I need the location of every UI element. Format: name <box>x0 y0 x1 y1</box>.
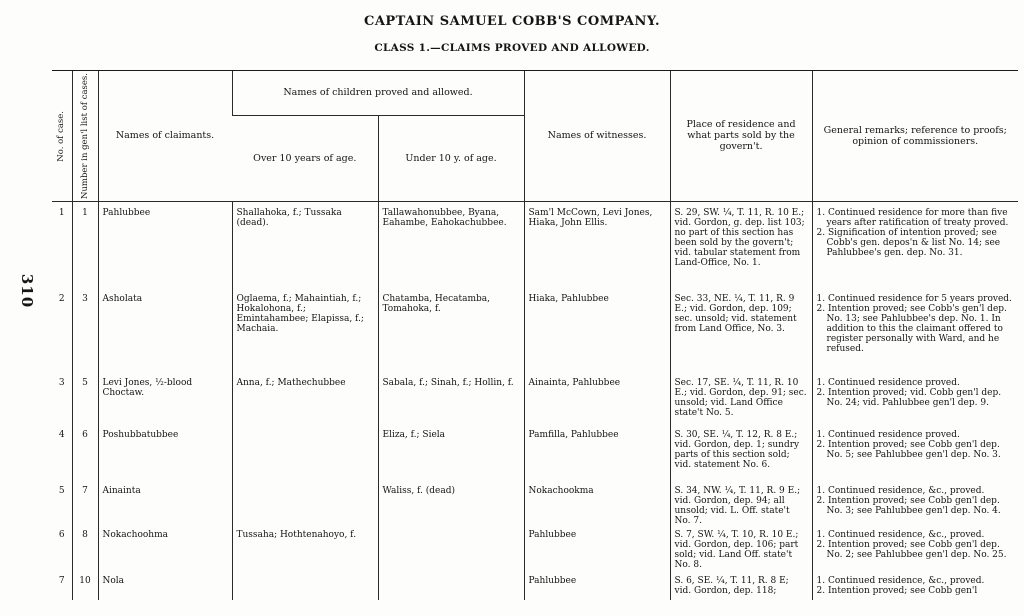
case-number: 5 <box>58 485 65 496</box>
table-row <box>52 292 1018 376</box>
remark-line: 1. Continued residence, &c., proved. <box>816 529 985 540</box>
remark-line: 1. Continued residence, &c., proved. <box>816 575 985 586</box>
general-remarks <box>812 292 1018 376</box>
header-residence: Place of residence and what parts sold by the govern't. <box>670 71 812 202</box>
children-over-10 <box>232 428 378 484</box>
residence-details: S. 6, SE. ¼, T. 11, R. 8 E; vid. Gordon, dep. 118; <box>670 574 812 600</box>
header-children-group: Names of children proved and allowed. <box>232 71 524 116</box>
children-under-10: Eliza, f.; Siela <box>378 428 524 484</box>
page-subtitle: CLASS 1.—CLAIMS PROVED AND ALLOWED. <box>374 42 650 54</box>
remark-line: 2. Intention proved; vid. Cobb gen'l dep. No. 24; vid. Pahlubbee gen'l dep. 9. <box>816 387 1002 408</box>
claims-table <box>52 70 1018 600</box>
gen-list-number: 3 <box>72 292 98 376</box>
remark-line: 1. Continued residence proved. <box>816 377 960 388</box>
children-under-10 <box>378 574 524 600</box>
table-row <box>52 574 1018 600</box>
remark-line: 2. Intention proved; see Cobb gen'l dep. No. 3; see Pahlubbee gen'l dep. No. 4. <box>816 495 1001 516</box>
gen-list-number: 5 <box>72 376 98 428</box>
gen-list-number: 8 <box>72 528 98 574</box>
remark-line: 1. Continued residence proved. <box>816 429 960 440</box>
children-over-10 <box>232 574 378 600</box>
remark-line: 2. Intention proved; see Cobb gen'l <box>816 585 978 596</box>
claimant-name: Nola <box>98 574 232 600</box>
remark-line: 1. Continued residence, &c., proved. <box>816 485 985 496</box>
general-remarks <box>812 528 1018 574</box>
header-case-no: No. of case. <box>52 71 72 202</box>
children-under-10: Tallawahonubbee, Byana, Eahambe, Eahokachubbee. <box>378 206 524 292</box>
gen-list-number: 10 <box>72 574 98 600</box>
header-witnesses: Names of witnesses. <box>524 71 670 202</box>
header-remarks: General remarks; reference to proofs; opinion of commissioners. <box>812 71 1018 202</box>
witness-names: Ainainta, Pahlubbee <box>524 376 670 428</box>
claimant-name: Ainainta <box>98 484 232 528</box>
children-over-10 <box>232 484 378 528</box>
gen-list-number: 7 <box>72 484 98 528</box>
table-row <box>52 484 1018 528</box>
claimant-name: Poshubbatubbee <box>98 428 232 484</box>
children-over-10: Shallahoka, f.; Tussaka (dead). <box>232 206 378 292</box>
witness-names: Pamfilla, Pahlubbee <box>524 428 670 484</box>
general-remarks <box>812 428 1018 484</box>
residence-details: S. 30, SE. ¼, T. 12, R. 8 E.; vid. Gordon, dep. 1; sundry parts of this section sold; vid. statement No. 6. <box>670 428 812 484</box>
children-under-10 <box>378 528 524 574</box>
header-gen-list-no: Number in gen'l list of cases. <box>72 71 98 202</box>
case-number: 1 <box>58 207 65 218</box>
claimant-name: Pahlubbee <box>98 206 232 292</box>
gen-list-number: 1 <box>72 206 98 292</box>
children-under-10: Waliss, f. (dead) <box>378 484 524 528</box>
residence-details: Sec. 33, NE. ¼, T. 11, R. 9 E.; vid. Gordon, dep. 109; sec. unsold; vid. statement from Land Office, No. 3. <box>670 292 812 376</box>
general-remarks <box>812 574 1018 600</box>
witness-names: Hiaka, Pahlubbee <box>524 292 670 376</box>
claimant-name: Nokachoohma <box>98 528 232 574</box>
header-claimants: Names of claimants. <box>98 71 232 202</box>
gen-list-number: 6 <box>72 428 98 484</box>
table-row <box>52 206 1018 292</box>
case-number: 2 <box>58 293 65 304</box>
general-remarks <box>812 206 1018 292</box>
claimant-name: Levi Jones, ½-blood Choctaw. <box>98 376 232 428</box>
children-over-10: Tussaha; Hothtenahoyo, f. <box>232 528 378 574</box>
remark-line: 1. Continued residence for 5 years proved. <box>816 293 1012 304</box>
page-number: 310 <box>18 273 37 309</box>
remark-line: 2. Intention proved; see Cobb gen'l dep. No. 5; see Pahlubbee gen'l dep. No. 3. <box>816 439 1001 460</box>
remark-line: 2. Intention proved; see Cobb's gen'l dep. No. 13; see Pahlubbee's dep. No. 1. In addition to this the claimant offered to register personally with Ward, and he refused. <box>816 303 1007 354</box>
remark-line: 2. Signification of intention proved; see Cobb's gen. depos'n & list No. 14; see Pahlubbee's gen. dep. No. 31. <box>816 227 1001 258</box>
page-title: CAPTAIN SAMUEL COBB'S COMPANY. <box>363 14 661 29</box>
table-body <box>52 201 1018 600</box>
case-number: 6 <box>58 529 65 540</box>
children-over-10: Anna, f.; Mathechubbee <box>232 376 378 428</box>
residence-details: S. 7, SW. ¼, T. 10, R. 10 E.; vid. Gordon, dep. 106; part sold; vid. Land Off. state't No. 8. <box>670 528 812 574</box>
case-number: 4 <box>58 429 65 440</box>
remark-line: 2. Intention proved; see Cobb gen'l dep. No. 2; see Pahlubbee gen'l dep. No. 25. <box>816 539 1007 560</box>
case-number: 7 <box>58 575 65 586</box>
table-row <box>52 428 1018 484</box>
children-under-10: Chatamba, Hecatamba, Tomahoka, f. <box>378 292 524 376</box>
claimant-name: Asholata <box>98 292 232 376</box>
header-under-10: Under 10 y. of age. <box>378 115 524 201</box>
residence-details: S. 34, NW. ¼, T. 11, R. 9 E.; vid. Gordon, dep. 94; all unsold; vid. L. Off. state't No. 7. <box>670 484 812 528</box>
case-number: 3 <box>58 377 65 388</box>
general-remarks <box>812 376 1018 428</box>
remark-line: 1. Continued residence for more than five years after ratification of treaty proved. <box>816 207 1009 228</box>
general-remarks <box>812 484 1018 528</box>
witness-names: Sam'l McCown, Levi Jones, Hiaka, John Ellis. <box>524 206 670 292</box>
children-under-10: Sabala, f.; Sinah, f.; Hollin, f. <box>378 376 524 428</box>
residence-details: S. 29, SW. ¼, T. 11, R. 10 E.; vid. Gordon, g. dep. list 103; no part of this section has been sold by the govern't; vid. tabular statement from Land-Office, No. 1. <box>670 206 812 292</box>
header-over-10: Over 10 years of age. <box>232 115 378 201</box>
witness-names: Pahlubbee <box>524 574 670 600</box>
children-over-10: Oglaema, f.; Mahaintiah, f.; Hokalohona, f.; Emintahambee; Elapissa, f.; Machaia. <box>232 292 378 376</box>
witness-names: Nokachookma <box>524 484 670 528</box>
residence-details: Sec. 17, SE. ¼, T. 11, R. 10 E.; vid. Gordon, dep. 91; sec. unsold; vid. Land Office state't No. 5. <box>670 376 812 428</box>
table-row <box>52 528 1018 574</box>
table-row <box>52 376 1018 428</box>
witness-names: Pahlubbee <box>524 528 670 574</box>
